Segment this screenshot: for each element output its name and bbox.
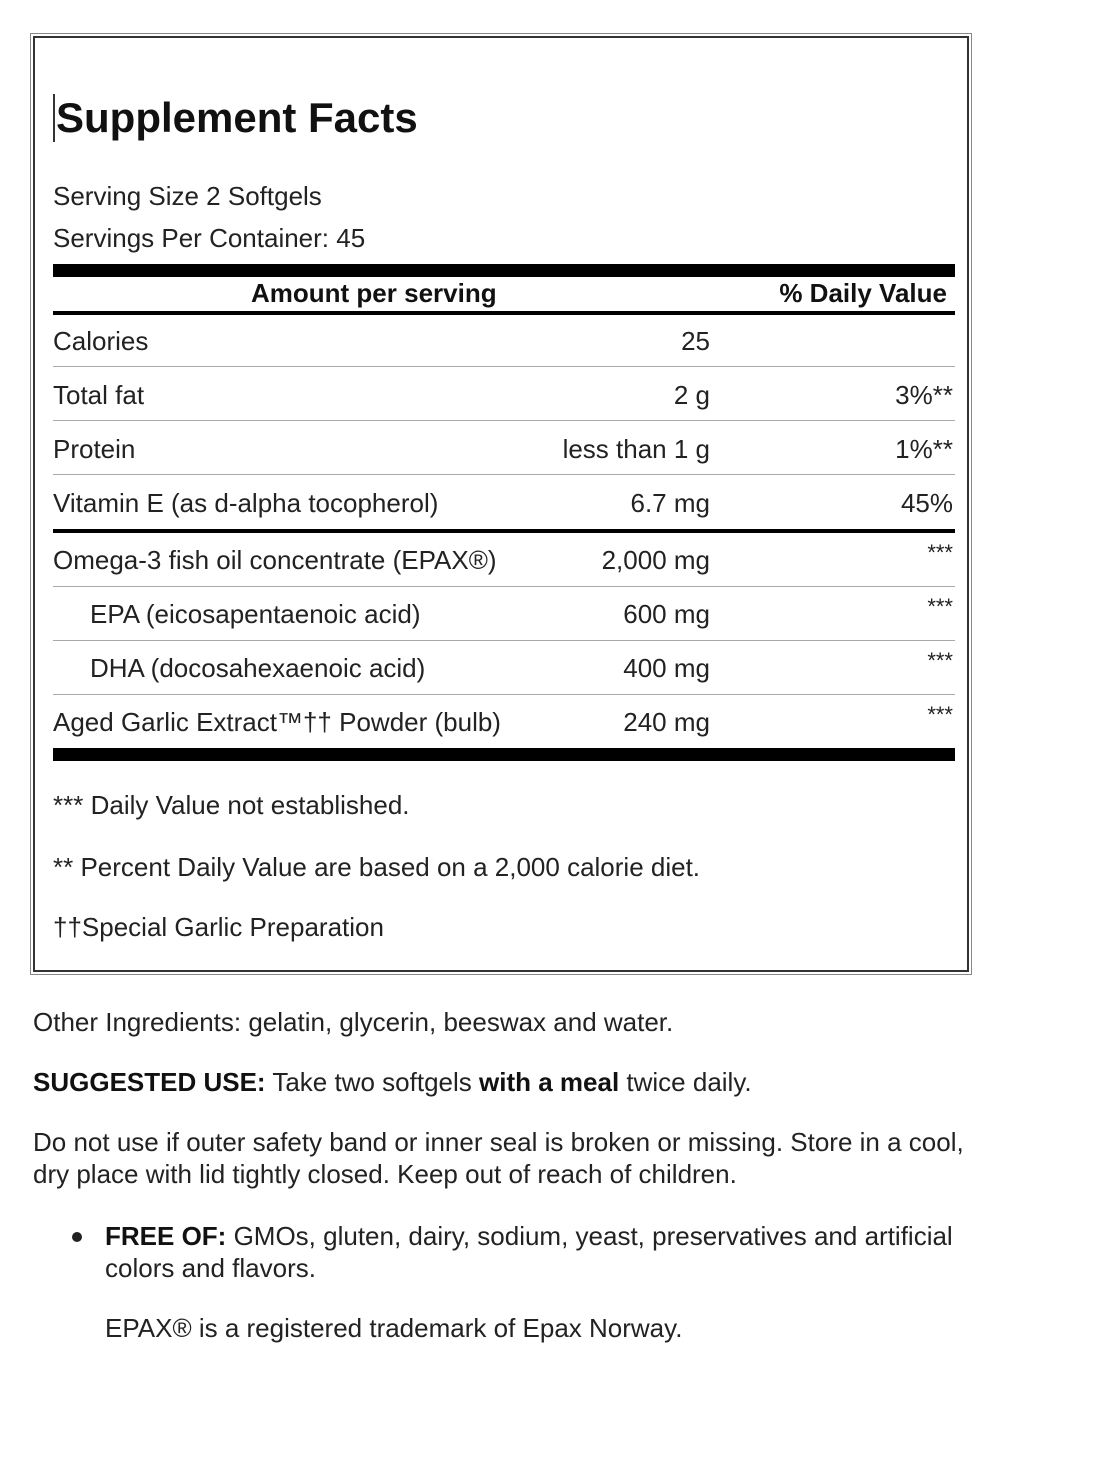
serving-size: Serving Size 2 Softgels (53, 181, 322, 211)
thick-divider-bottom (53, 748, 955, 761)
nutrient-name: Omega-3 fish oil concentrate (EPAX®) (53, 545, 497, 575)
free-of-text: GMOs, gluten, dairy, sodium, yeast, preservatives and artificial colors and flavors. (105, 1221, 953, 1283)
nutrient-name: Total fat (53, 380, 145, 410)
nutrient-daily-value: 45% (900, 488, 953, 518)
nutrient-name: Protein (53, 434, 136, 464)
nutrient-amount: 6.7 mg (630, 488, 710, 518)
footnote-percent-daily-value: ** Percent Daily Value are based on a 2,000 calorie diet. (53, 852, 701, 882)
nutrient-row-protein (53, 422, 955, 476)
nutrient-row-total-fat (53, 368, 955, 422)
nutrient-amount: 240 mg (623, 707, 710, 737)
warning-text: Do not use if outer safety band or inner seal is broken or missing. Store in a cool, dry place with lid tightly closed. Keep out of reach of children. (33, 1127, 964, 1189)
footnote-daily-value-not-established: *** Daily Value not established. (53, 790, 410, 820)
suggested-use-text-after: twice daily. (619, 1067, 752, 1097)
footnote-special-garlic: ††Special Garlic Preparation (53, 912, 384, 942)
nutrient-daily-value: 1%** (895, 434, 953, 464)
thick-divider-top (53, 264, 955, 277)
nutrient-name: EPA (eicosapentaenoic acid) (90, 599, 421, 629)
nutrient-amount: 25 (681, 326, 710, 356)
free-of-statement (105, 1220, 955, 1284)
trademark-statement: EPAX® is a registered trademark of Epax Norway. (105, 1313, 683, 1343)
nutrient-row-vitamin-e (53, 476, 955, 530)
nutrient-daily-value: 3%** (895, 380, 953, 410)
row-divider (53, 366, 955, 367)
row-divider (53, 474, 955, 475)
suggested-use-text-before: Take two softgels (265, 1067, 480, 1097)
nutrient-name: Aged Garlic Extract™†† Powder (bulb) (53, 707, 501, 737)
nutrient-amount: 600 mg (623, 599, 710, 629)
row-divider (53, 420, 955, 421)
nutrient-row-calories (53, 314, 955, 368)
header-amount-per-serving: Amount per serving (251, 278, 497, 308)
nutrient-row-aged-garlic (53, 695, 955, 749)
free-of-label: FREE OF: (105, 1221, 227, 1251)
nutrient-amount: 2 g (673, 380, 710, 410)
header-daily-value: % Daily Value (779, 278, 947, 308)
nutrient-amount: 400 mg (623, 653, 710, 683)
other-ingredients: Other Ingredients: gelatin, glycerin, beeswax and water. (33, 1007, 674, 1037)
supplement-facts-panel (33, 36, 969, 972)
nutrient-daily-value: *** (927, 540, 953, 565)
nutrient-daily-value: *** (927, 594, 953, 619)
nutrient-name: Vitamin E (as d-alpha tocopherol) (53, 488, 439, 518)
suggested-use (33, 1066, 983, 1098)
nutrient-daily-value: *** (927, 702, 953, 727)
suggested-use-emphasis: with a meal (479, 1067, 620, 1097)
nutrient-row-epa (53, 587, 955, 641)
nutrient-row-omega-3 (53, 533, 955, 587)
nutrient-amount: 2,000 mg (601, 545, 710, 575)
supplement-facts-title: Supplement Facts (53, 94, 418, 142)
nutrient-name: Calories (53, 326, 149, 356)
suggested-use-label: SUGGESTED USE: (33, 1067, 266, 1097)
nutrient-daily-value: *** (927, 648, 953, 673)
nutrient-amount: less than 1 g (562, 434, 710, 464)
bullet-dot (72, 1232, 82, 1242)
nutrient-name: DHA (docosahexaenoic acid) (90, 653, 426, 683)
servings-per-container: Servings Per Container: 45 (53, 223, 366, 253)
nutrient-row-dha (53, 641, 955, 695)
